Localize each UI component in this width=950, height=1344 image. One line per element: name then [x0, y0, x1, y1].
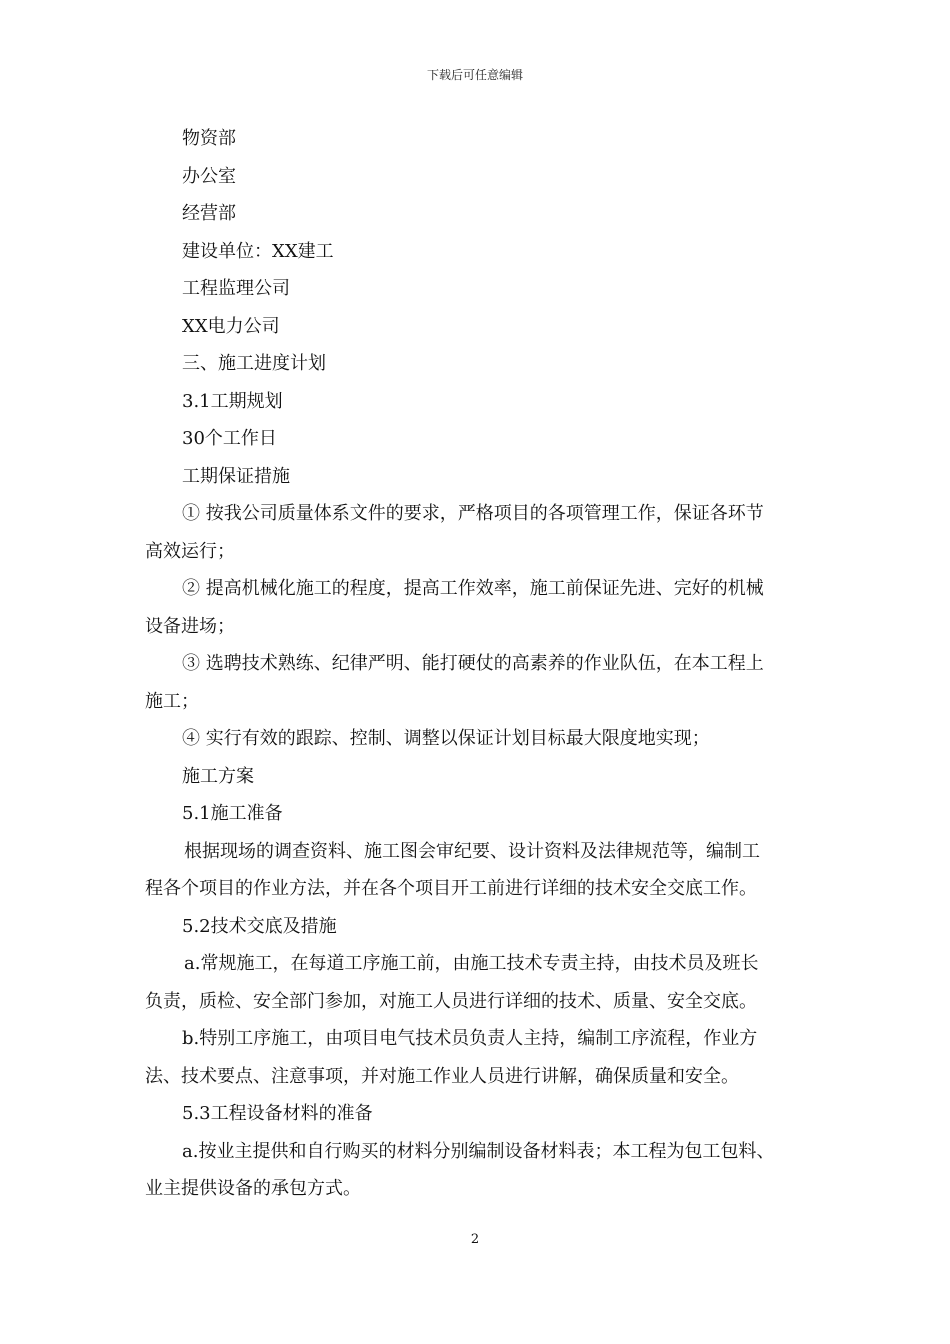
line-dept-materials: 物资部: [182, 128, 236, 149]
para-5-1-line-1: 根据现场的调查资料、施工图会审纪要、设计资料及法律规范等，编制工: [184, 840, 760, 862]
subheading-5-3: 5.3工程设备材料的准备: [182, 1103, 373, 1124]
para-5-2b-line-1: b.特别工序施工，由项目电气技术员负责人主持，编制工序流程，作业方: [182, 1028, 758, 1049]
section-heading-schedule: 三、施工进度计划: [182, 353, 326, 374]
measure-3-line-2: 施工；: [145, 690, 199, 712]
subheading-5-1: 5.1施工准备: [182, 803, 283, 824]
line-construction-unit: 建设单位：XX建工: [182, 240, 334, 262]
para-5-1-line-2: 程各个项目的作业方法，并在各个项目开工前进行详细的技术安全交底工作。: [145, 878, 757, 899]
subheading-3-1: 3.1工期规划: [182, 390, 283, 412]
para-5-2b-line-2: 法、技术要点、注意事项，并对施工作业人员进行讲解，确保质量和安全。: [145, 1065, 739, 1087]
page-header: 下载后可任意编辑: [426, 68, 523, 82]
para-5-2a-line-2: 负责，质检、安全部门参加，对施工人员进行详细的技术、质量、安全交底。: [145, 990, 757, 1012]
measure-1-line-2: 高效运行；: [145, 540, 235, 562]
para-5-2a-line-1: a.常规施工，在每道工序施工前，由施工技术专责主持，由技术员及班长: [184, 953, 759, 974]
measure-2-line-1: ② 提高机械化施工的程度，提高工作效率，施工前保证先进、完好的机械: [182, 578, 764, 599]
line-power-company: XX电力公司: [182, 315, 280, 337]
measure-2-line-2: 设备进场；: [145, 615, 235, 637]
subheading-schedule-measures: 工期保证措施: [182, 465, 290, 487]
measure-4-line-1: ④ 实行有效的跟踪、控制、调整以保证计划目标最大限度地实现；: [182, 728, 710, 749]
para-5-3a-line-2: 业主提供设备的承包方式。: [145, 1178, 361, 1199]
para-5-3a-line-1: a.按业主提供和自行购买的材料分别编制设备材料表；本工程为包工包料、: [182, 1140, 775, 1162]
line-dept-office: 办公室: [182, 165, 236, 187]
subheading-5-2: 5.2技术交底及措施: [182, 915, 337, 937]
document-body: [145, 120, 810, 1208]
measure-3-line-1: ③ 选聘技术熟练、纪律严明、能打硬仗的高素养的作业队伍，在本工程上: [182, 653, 764, 674]
measure-1-line-1: ① 按我公司质量体系文件的要求，严格项目的各项管理工作，保证各环节: [182, 503, 764, 524]
page-number: 2: [470, 1232, 480, 1247]
line-dept-business: 经营部: [182, 203, 236, 224]
line-supervision-company: 工程监理公司: [182, 278, 290, 299]
line-work-days: 30个工作日: [182, 428, 277, 449]
subheading-construction-plan: 施工方案: [182, 765, 254, 787]
